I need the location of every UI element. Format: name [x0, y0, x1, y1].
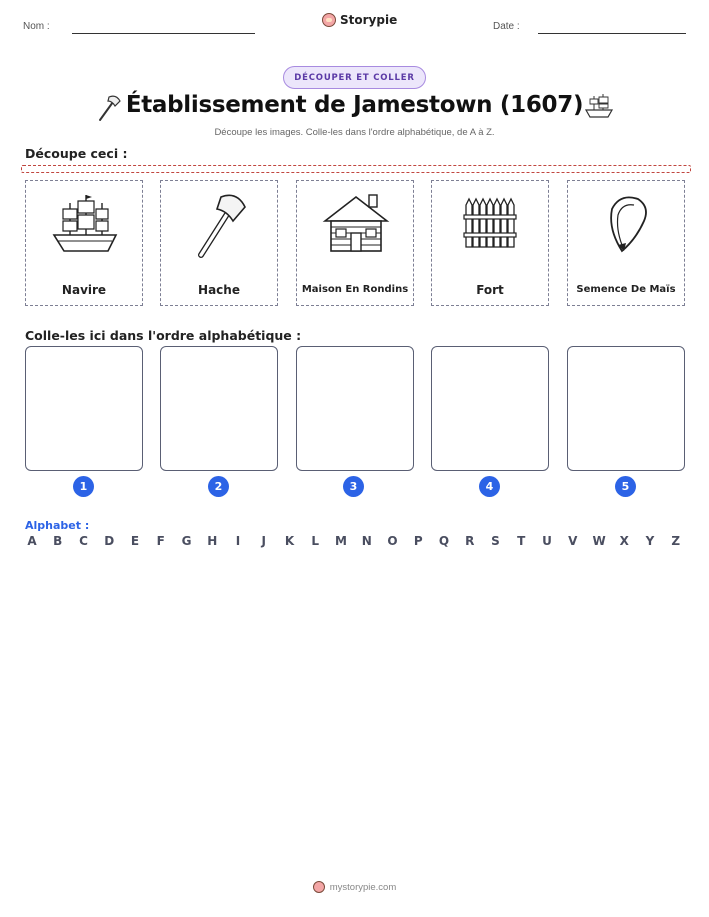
- alphabet-letter: D: [104, 534, 115, 548]
- cut-section-label: Découpe ceci :: [25, 146, 128, 161]
- paste-number-2: 2: [208, 476, 229, 497]
- alphabet-row: [26, 534, 682, 548]
- footer: [0, 881, 709, 893]
- alphabet-letter: V: [568, 534, 578, 548]
- paste-number-1: 1: [73, 476, 94, 497]
- card-label: Fort: [476, 283, 504, 297]
- alphabet-letter: G: [181, 534, 192, 548]
- alphabet-letter: J: [261, 534, 266, 548]
- paste-box-3[interactable]: [296, 346, 414, 471]
- alphabet-letter: H: [207, 534, 218, 548]
- date-label: Date :: [493, 21, 520, 32]
- cutout-card-fort[interactable]: [431, 180, 549, 306]
- alphabet-letter: Q: [438, 534, 450, 548]
- alphabet-letter: A: [27, 534, 37, 548]
- alphabet-letter: C: [79, 534, 88, 548]
- cutout-card-ship[interactable]: [25, 180, 143, 306]
- cutout-card-axe[interactable]: [160, 180, 278, 306]
- paste-box-1[interactable]: [25, 346, 143, 471]
- page-subtitle: Découpe les images. Colle-les dans l'ordre alphabétique, de A à Z.: [214, 127, 495, 138]
- alphabet-letter: Z: [671, 534, 681, 548]
- activity-badge: DÉCOUPER ET COLLER: [283, 66, 426, 89]
- alphabet-letter: W: [592, 534, 606, 548]
- cut-line: [21, 165, 691, 173]
- paste-number-3: 3: [343, 476, 364, 497]
- storypie-logo-icon: [322, 13, 336, 27]
- alphabet-letter: N: [361, 534, 372, 548]
- paste-box-5[interactable]: [567, 346, 685, 471]
- alphabet-letter: F: [156, 534, 165, 548]
- axe-icon: [185, 189, 255, 259]
- alphabet-letter: E: [130, 534, 140, 548]
- alphabet-letter: K: [284, 534, 295, 548]
- card-label: Semence De Maïs: [576, 284, 676, 295]
- alphabet-letter: S: [491, 534, 500, 548]
- paste-section-label: Colle-les ici dans l'ordre alphabétique :: [25, 328, 302, 343]
- alphabet-letter: R: [465, 534, 475, 548]
- cutout-card-log-cabin[interactable]: [296, 180, 414, 306]
- card-label: Hache: [198, 283, 240, 297]
- date-line[interactable]: [538, 33, 686, 34]
- brand-name: Storypie: [340, 13, 398, 27]
- log-cabin-icon: [321, 189, 391, 259]
- paste-number-5: 5: [615, 476, 636, 497]
- alphabet-letter: Y: [645, 534, 655, 548]
- paste-box-4[interactable]: [431, 346, 549, 471]
- name-line[interactable]: [72, 33, 255, 34]
- alphabet-letter: L: [311, 534, 320, 548]
- alphabet-letter: P: [413, 534, 423, 548]
- alphabet-letter: O: [387, 534, 398, 548]
- cutout-card-corn-seed[interactable]: [567, 180, 685, 306]
- ship-icon: [50, 189, 120, 259]
- card-label: Maison En Rondins: [301, 284, 409, 295]
- paste-box-2[interactable]: [160, 346, 278, 471]
- alphabet-letter: X: [619, 534, 629, 548]
- footer-url[interactable]: mystorypie.com: [329, 881, 397, 893]
- alphabet-letter: U: [542, 534, 552, 548]
- storypie-logo-icon: [313, 881, 325, 893]
- alphabet-label: Alphabet :: [25, 519, 90, 532]
- fort-icon: [456, 189, 526, 259]
- alphabet-letter: T: [517, 534, 526, 548]
- paste-number-4: 4: [479, 476, 500, 497]
- corn-seed-icon: [592, 189, 662, 259]
- alphabet-letter: M: [335, 534, 347, 548]
- ship-icon: [583, 91, 615, 121]
- brand-logo-text: [322, 13, 397, 27]
- name-label: Nom :: [23, 21, 50, 32]
- alphabet-letter: B: [53, 534, 63, 548]
- page-title: Établissement de Jamestown (1607): [125, 92, 584, 118]
- card-label: Navire: [61, 283, 107, 297]
- alphabet-letter: I: [235, 534, 241, 548]
